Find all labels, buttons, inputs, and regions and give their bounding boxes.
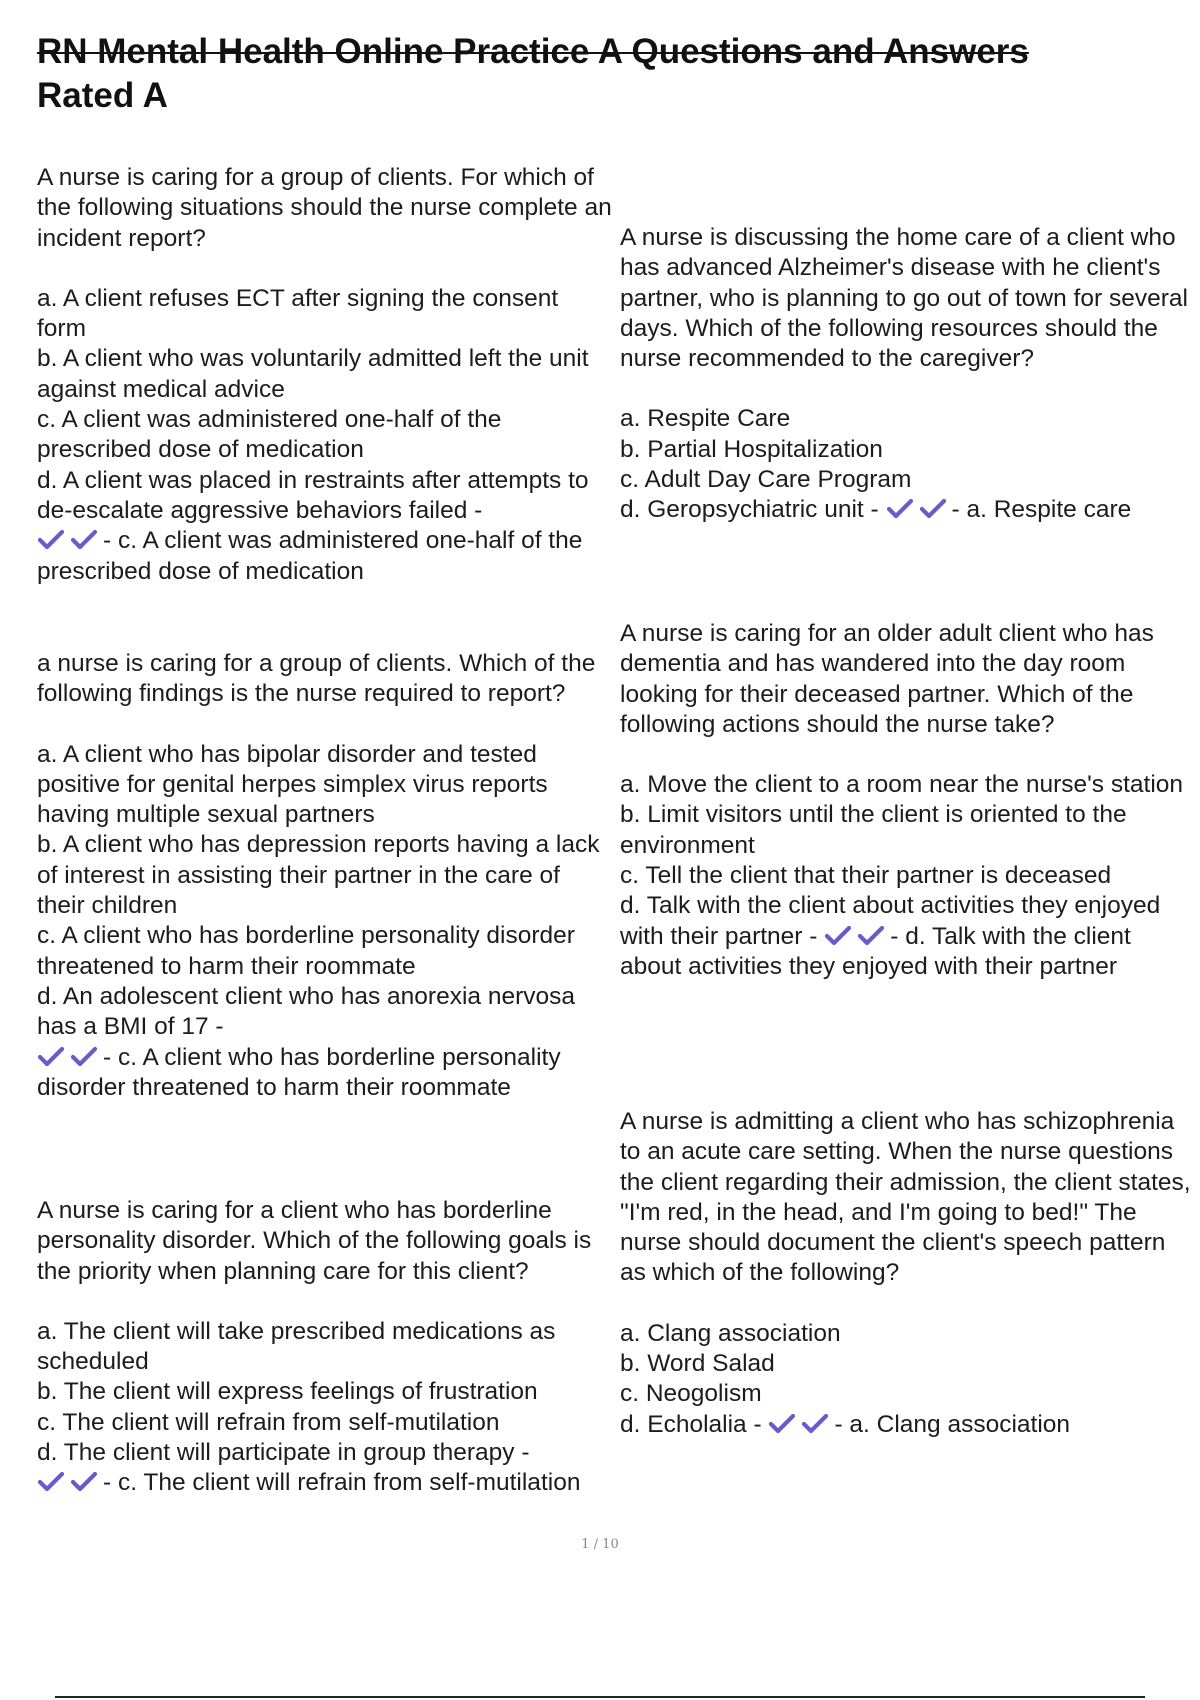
question-stem: A nurse is caring for a client who has borderline personality disorder. Which of the following goals is the priority when planning care for this client? [37,1197,592,1285]
page-number: 1 / 10 [581,1537,619,1552]
question-block-3 [37,1196,612,1499]
document-title-line1: RN Mental Health Online Practice A Questions and Answers [37,32,1029,71]
check-icon [886,498,914,520]
correct-answer [37,526,612,587]
answer-option-b: b. The client will express feelings of frustration [37,1378,538,1406]
question-stem: A nurse is caring for an older adult client who has dementia and has wandered into the day room looking for their deceased partner. Which of the following actions should the nurse take? [620,620,1154,738]
answer-option-a: a. Move the client to a room near the nurse's station [620,771,1184,799]
correct-answer [620,891,1198,982]
correct-answer [620,495,1198,525]
answer-option-a: a. The client will take prescribed medications as scheduled [37,1317,556,1376]
document-title-line2: Rated A [37,76,168,115]
document-title [37,30,1157,118]
answer-option-a: a. A client who has bipolar disorder and tested positive for genital herpes simplex virus reports having multiple sexual partners [37,740,548,829]
answer-option-b: b. Partial Hospitalization [620,435,883,463]
answer-option-d: d. A client was placed in restraints after attempts to de-escalate aggressive behaviors failed - [37,466,589,524]
answer-option-d: d. An adolescent client who has anorexia nervosa has a BMI of 17 - [37,982,575,1041]
question-block-5 [620,619,1198,982]
correct-answer [620,1410,1198,1440]
check-icon [70,529,98,551]
correct-answer-text: - d. Talk with the client about activities they enjoyed with their partner [620,922,1131,980]
answer-option-c: c. Tell the client that their partner is deceased [620,862,1112,890]
check-icon [801,1413,829,1435]
question-block-6 [620,1107,1198,1440]
check-icon [824,925,852,947]
question-block-4 [620,223,1198,526]
answer-option-a: a. A client refuses ECT after signing the consent form [37,284,559,343]
question-stem: A nurse is caring for a group of clients. For which of the following situations should the nurse complete an incident report? [37,164,612,252]
correct-answer-text: - c. The client will refrain from self-mutilation [103,1469,581,1497]
answer-option-d: d. Geropsychiatric unit - [620,496,879,524]
answer-option-b: b. Limit visitors until the client is oriented to the environment [620,801,1127,859]
check-icon [919,498,947,520]
question-stem: A nurse is discussing the home care of a client who has advanced Alzheimer's disease with he client's partner, who is planning to go out of town for several days. Which of the following resources should the nurse recommended to the caregiver? [620,224,1188,373]
answer-option-b: b. Word Salad [620,1350,775,1378]
check-icon [768,1413,796,1435]
answer-option-c: c. The client will refrain from self-mutilation [37,1408,500,1436]
question-stem: a nurse is caring for a group of clients. Which of the following findings is the nurse required to report? [37,650,596,708]
answer-option-c: c. Adult Day Care Program [620,466,912,494]
correct-answer-text: - a. Respite care [951,496,1132,524]
check-icon [857,925,885,947]
question-block-2 [37,649,612,1103]
answer-option-b: b. A client who was voluntarily admitted left the unit against medical advice [37,345,589,403]
correct-answer-text: - a. Clang association [834,1410,1071,1438]
question-stem: A nurse is admitting a client who has schizophrenia to an acute care setting. When the nurse questions the client regarding their admission, the client states, "I'm red, in the head, and I'm going to bed!" The nurse should document the client's speech pattern as which of the following? [620,1108,1191,1287]
answer-option-c: c. A client who has borderline personality disorder threatened to harm their roommate [37,922,575,980]
check-icon [37,1471,65,1493]
check-icon [70,1471,98,1493]
answer-option-a: a. Clang association [620,1319,841,1347]
correct-answer [37,1043,612,1104]
question-block-1 [37,163,612,587]
correct-answer-text: - c. A client who has borderline personality disorder threatened to harm their roommate [37,1043,561,1101]
answer-option-a: a. Respite Care [620,405,791,433]
answer-option-d: d. Echolalia - [620,1410,762,1438]
answer-option-d: d. Talk with the client about activities they enjoyed with their partner - [620,892,1161,950]
answer-option-c: c. Neogolism [620,1380,762,1408]
check-icon [37,1046,65,1068]
check-icon [37,529,65,551]
answer-option-d: d. The client will participate in group therapy - [37,1439,530,1467]
check-icon [70,1046,98,1068]
bottom-divider [55,1696,1145,1698]
answer-option-c: c. A client was administered one-half of the prescribed dose of medication [37,406,502,464]
correct-answer-text: - c. A client was administered one-half of the prescribed dose of medication [37,527,583,585]
correct-answer [37,1468,612,1498]
answer-option-b: b. A client who has depression reports having a lack of interest in assisting their partner in the care of their children [37,831,600,920]
